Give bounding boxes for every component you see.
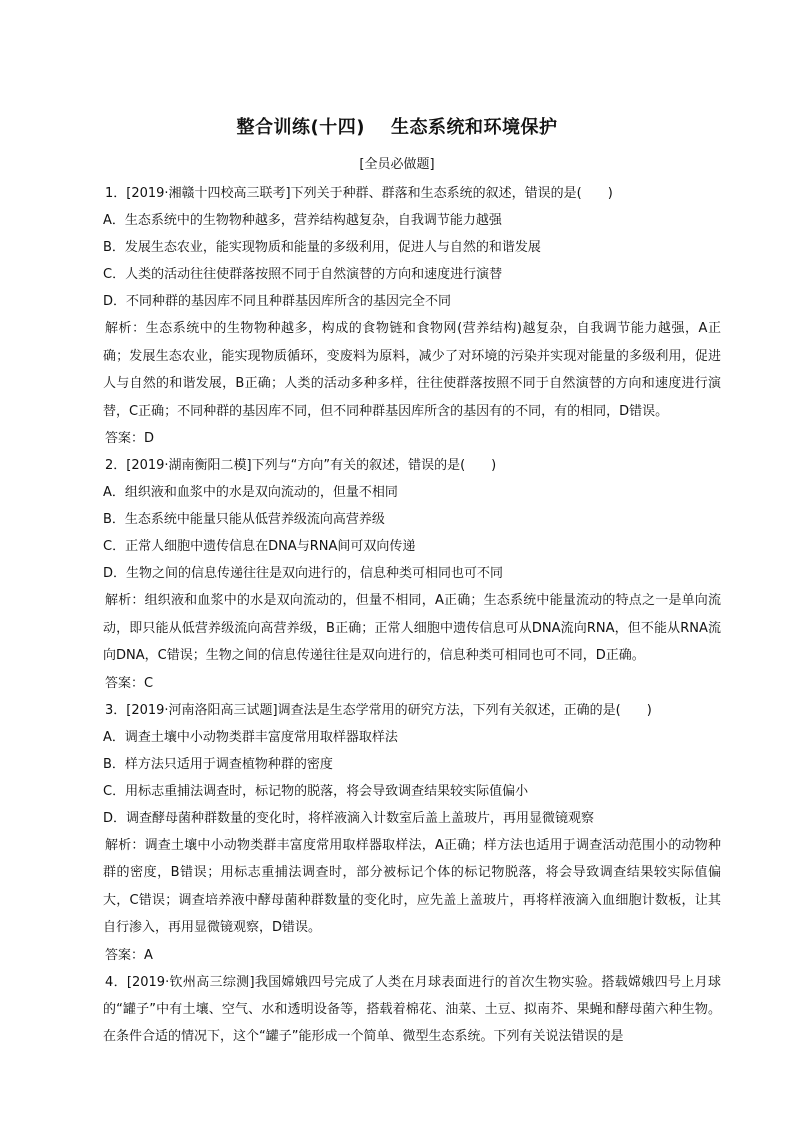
question-1-option-a: A．生态系统中的生物物种越多，营养结构越复杂，自我调节能力越强 [103, 213, 502, 228]
question-4-stem: 4．[2019·钦州高三综测]我国嫦娥四号完成了人类在月球表面进行的首次生物实验。搭载嫦娥四号上月球的“罐子”中有土壤、空气、水和透明设备等，搭载着棉花、油菜、土豆、拟南芥、果蝇和酵母菌六种生物。在条件合适的情况下，这个“罐子”能形成一个简单、微型生态系统。下列有关说法错误的是 [103, 974, 721, 1044]
question-1-stem: 1．[2019·湘赣十四校高三联考]下列关于种群、群落和生态系统的叙述，错误的是( ) [105, 186, 613, 201]
question-3-stem: 3．[2019·河南洛阳高三试题]调查法是生态学常用的研究方法，下列有关叙述，正确的是( ) [105, 702, 652, 718]
question-1-option-d: D．不同种群的基因库不同且种群基因库所含的基因完全不同 [103, 294, 452, 309]
question-3-option-d: D．调查酵母菌种群数量的变化时，将样液滴入计数室后盖上盖玻片，再用显微镜观察 [103, 810, 595, 826]
questions-body [103, 180, 721, 1050]
question-3-option-a: A．调查土壤中小动物类群丰富度常用取样器取样法 [103, 729, 398, 745]
question-1-answer: 答案：D [105, 431, 155, 446]
question-1-option-b: B．发展生态农业，能实现物质和能量的多级利用，促进人与自然的和谐发展 [103, 240, 541, 255]
question-1-option-c: C．人类的活动往往使群落按照不同于自然演替的方向和速度进行演替 [103, 267, 503, 282]
section-label: [全员必做题] [359, 157, 435, 172]
question-2-option-d: D．生物之间的信息传递往往是双向进行的，信息种类可相同也可不同 [103, 566, 504, 581]
question-3-answer: 答案：A [105, 947, 153, 963]
question-3-analysis: 解析：调查土壤中小动物类群丰富度常用取样器取样法，A正确；样方法也适用于调查活动范围小的动物种群的密度，B错误；用标志重捕法调查时，部分被标记个体的标记物脱落，将会导致调查结果较实际值偏大，C错误；调查培养液中酵母菌种群数量的变化时，应先盖上盖玻片，再将样液滴入血细胞计数板，让其自行渗入，再用显微镜观察，D错误。 [103, 837, 721, 935]
title-main: 整合训练(十四) [236, 117, 365, 138]
question-3-option-b: B．样方法只适用于调查植物种群的密度 [103, 756, 333, 772]
question-1 [103, 180, 721, 452]
title-sub: 生态系统和环境保护 [390, 117, 558, 138]
question-2-option-b: B．生态系统中能量只能从低营养级流向高营养级 [103, 512, 385, 527]
question-4 [103, 969, 721, 1050]
question-2 [103, 452, 721, 697]
question-1-analysis: 解析：生态系统中的生物物种越多，构成的食物链和食物网(营养结构)越复杂，自我调节能力越强，A正确；发展生态农业，能实现物质循环，变废料为原料，减少了对环境的污染并实现对能量的多级利用，促进人与自然的和谐发展，B正确；人类的活动多种多样，往往使群落按照不同于自然演替的方向和速度进行演替，C正确；不同种群的基因库不同，但不同种群基因库所含的基因有的不同，有的相同，D错误。 [103, 321, 721, 419]
question-3-option-c: C．用标志重捕法调查时，标记物的脱落，将会导致调查结果较实际值偏小 [103, 783, 529, 799]
question-3 [103, 697, 721, 969]
question-2-option-a: A．组织液和血浆中的水是双向流动的，但量不相同 [103, 485, 398, 500]
question-2-answer: 答案：C [105, 675, 154, 691]
page-title [0, 113, 794, 139]
question-2-stem: 2．[2019·湖南衡阳二模]下列与“方向”有关的叙述，错误的是( ) [105, 458, 497, 473]
question-2-analysis: 解析：组织液和血浆中的水是双向流动的，但量不相同，A正确；生态系统中能量流动的特点之一是单向流动，即只能从低营养级流向高营养级，B正确；正常人细胞中遗传信息可从DNA流向RNA，但不能从RNA流向DNA，C错误；生物之间的信息传递往往是双向进行的，信息种类可相同也可不同，D正确。 [103, 593, 721, 663]
question-2-option-c: C．正常人细胞中遗传信息在DNA与RNA间可双向传递 [103, 539, 416, 554]
